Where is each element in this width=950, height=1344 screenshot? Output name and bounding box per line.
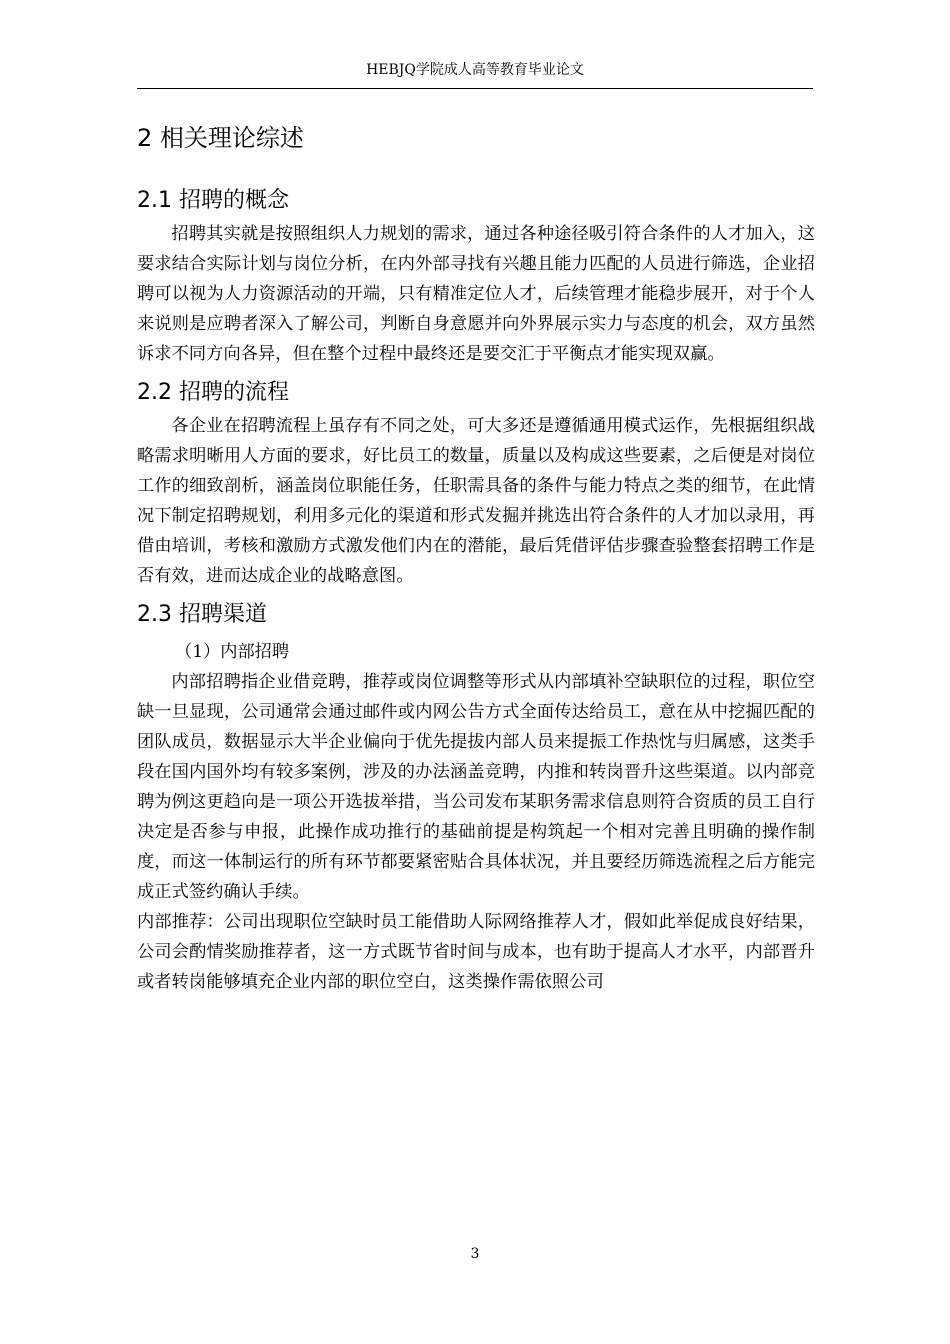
section-title-2-1: 2.1 招聘的概念 <box>137 188 289 213</box>
section-2-2-paragraph: 各企业在招聘流程上虽存有不同之处，可大多还是遵循通用模式运作，先根据组织战略需求明晰用人方面的要求，好比员工的数量，质量以及构成这些要素，之后便是对岗位工作的细致剖析，涵盖岗位职能任务，任职需具备的条件与能力特点之类的细节，在此情况下制定招聘规划，利用多元化的渠道和形式发掘并挑选出符合条件的人才加以录用，再借由培训，考核和激励方式激发他们内在的潜能，最后凭借评估步骤查验整套招聘工作是否有效，进而达成企业的战略意图。 <box>137 416 815 586</box>
page-number: 3 <box>470 1246 480 1262</box>
running-header: HEBJQ学院成人高等教育毕业论文 <box>366 62 584 78</box>
section-2-3-paragraph-referral: 内部推荐：公司出现职位空缺时员工能借助人际网络推荐人才，假如此举促成良好结果，公司会酌情奖励推荐者，这一方式既节省时间与成本，也有助于提高人才水平，内部晋升或者转岗能够填充企业内部的职位空白，这类操作需依照公司 <box>137 912 815 992</box>
chapter-title: 2 相关理论综述 <box>137 124 304 152</box>
section-title-2-2: 2.2 招聘的流程 <box>137 380 289 405</box>
page-content <box>137 118 815 1003</box>
section-2-1-paragraph: 招聘其实就是按照组织人力规划的需求，通过各种途径吸引符合条件的人才加入，这要求结合实际计划与岗位分析，在内外部寻找有兴趣且能力匹配的人员进行筛选，企业招聘可以视为人力资源活动的开端，只有精准定位人才，后续管理才能稳步展开，对于个人来说则是应聘者深入了解公司，判断自身意愿并向外界展示实力与态度的机会，双方虽然诉求不同方向各异，但在整个过程中最终还是要交汇于平衡点才能实现双赢。 <box>137 224 815 364</box>
section-title-2-3: 2.3 招聘渠道 <box>137 602 267 627</box>
section-2-3-paragraph: 内部招聘指企业借竞聘，推荐或岗位调整等形式从内部填补空缺职位的过程，职位空缺一旦显现，公司通常会通过邮件或内网公告方式全面传达给员工，意在从中挖掘匹配的团队成员，数据显示大半企业偏向于优先提拔内部人员来提振工作热忱与归属感，这类手段在国内国外均有较多案例，涉及的办法涵盖竞聘，内推和转岗晋升这些渠道。以内部竞聘为例这更趋向是一项公开选拔举措，当公司发布某职务需求信息则符合资质的员工自行决定是否参与申报，此操作成功推行的基础前提是构筑起一个相对完善且明确的操作制度，而这一体制运行的所有环节都要紧密贴合具体状况，并且要经历筛选流程之后方能完成正式签约确认手续。 <box>137 672 815 902</box>
subsection-title-internal-recruitment: （1）内部招聘 <box>175 642 290 662</box>
header-rule <box>137 88 813 89</box>
